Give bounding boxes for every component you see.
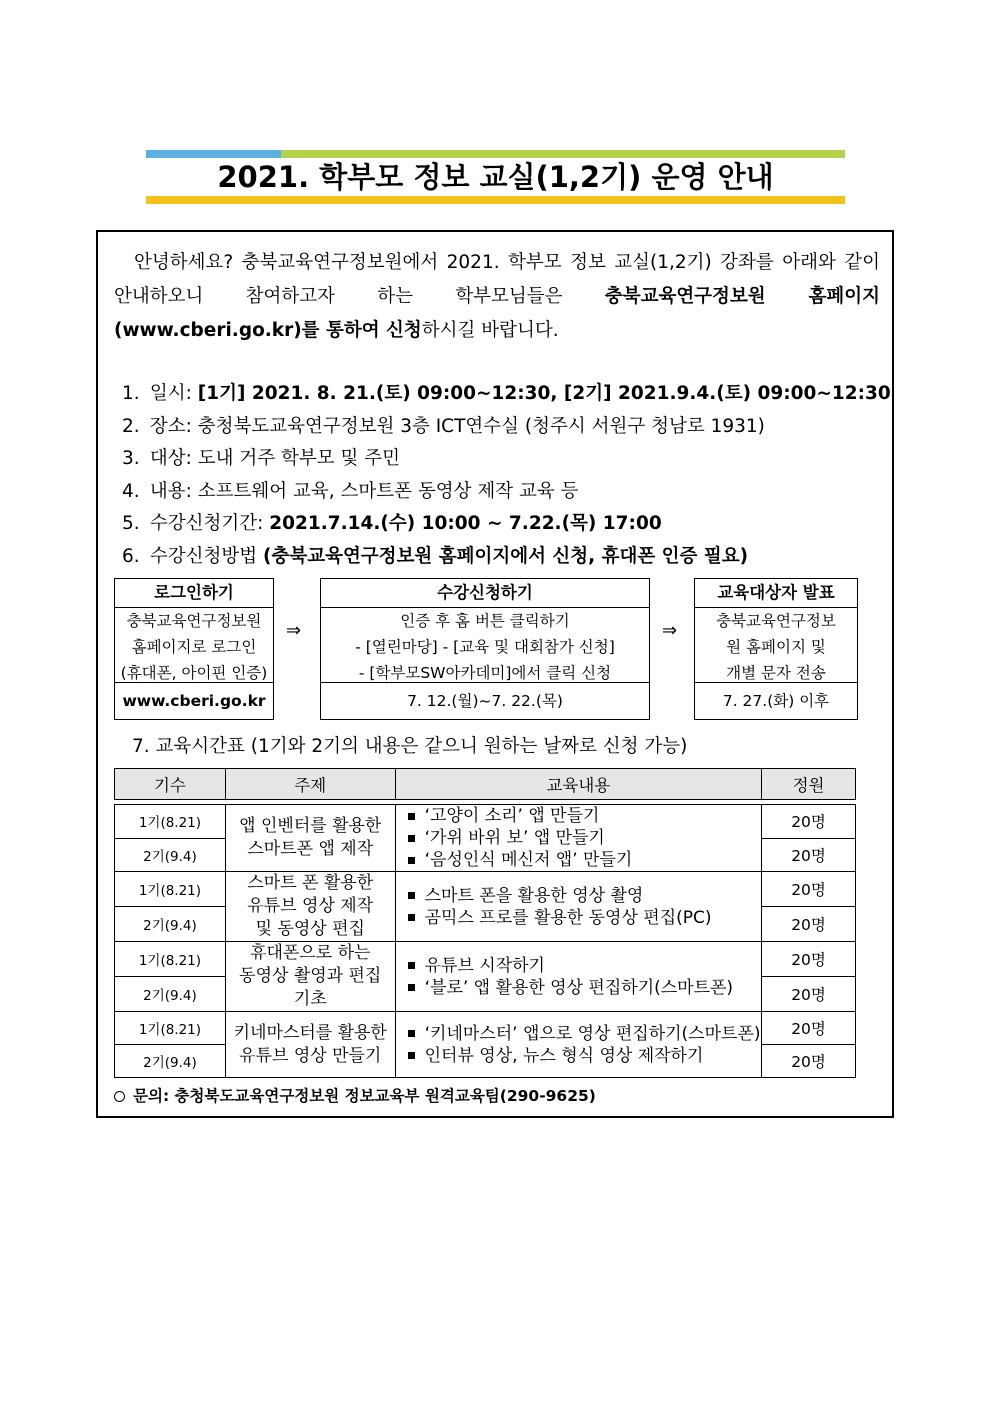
content-line: [408, 1045, 761, 1067]
flow-line: 인증 후 홈 버튼 클릭하기: [400, 612, 570, 630]
topic-line: 키네마스터를 활용한: [233, 1022, 387, 1043]
content-line: [408, 1023, 761, 1045]
info-item-content: [122, 476, 882, 509]
topic-line: 스마트 폰 활용한: [247, 873, 374, 893]
intro-bold: 충북교육연구정보원 홈페이지(www.cberi.go.kr)를 통하여 신청: [114, 286, 880, 341]
info-item-period: [122, 508, 882, 541]
content-line: [408, 955, 761, 977]
content-cell: [395, 872, 761, 942]
gen-cell: 1기(8.21): [115, 872, 226, 907]
content-text: ‘가위 바위 보’ 앱 만들기: [424, 828, 605, 848]
flow-body: [321, 608, 649, 686]
circle-bullet-icon: [114, 1091, 125, 1102]
topic-cell: [225, 1012, 395, 1078]
capacity-cell: 20명: [762, 907, 856, 942]
flow-line: 원 홈페이지 및: [726, 638, 826, 656]
item-label: 내용: 소프트웨어 교육, 스마트폰 동영상 제작 교육 등: [149, 480, 579, 502]
topic-cell: [225, 872, 395, 942]
header-gen: 기수: [115, 769, 226, 800]
content-text: ‘블로’ 앱 활용한 영상 편집하기(스마트폰): [424, 977, 734, 998]
info-item-method: [122, 541, 882, 574]
content-line: [408, 827, 761, 849]
flow-line: (휴대폰, 아이핀 인증): [120, 664, 268, 682]
content-cell: [395, 805, 761, 872]
bullet-icon: [408, 813, 415, 820]
item-number: 6.: [122, 545, 140, 567]
arrow-icon: ⇒: [286, 620, 302, 641]
table-row: [115, 805, 856, 839]
capacity-cell: 20명: [762, 838, 856, 872]
content-line: [408, 805, 761, 827]
flow-line: 충북교육연구정보원: [126, 612, 262, 630]
topic-line: 동영상 촬영과 편집: [239, 966, 382, 986]
content-text: ‘고양이 소리’ 앱 만들기: [424, 806, 600, 826]
flow-line: - [열린마당] - [교육 및 대회참가 신청]: [355, 638, 615, 656]
gen-cell: 1기(8.21): [115, 805, 226, 839]
info-item-place: [122, 411, 882, 444]
item-bold: (충북교육연구정보원 홈페이지에서 신청, 휴대폰 인증 필요): [263, 545, 749, 567]
header-content: 교육내용: [395, 769, 761, 800]
flow-foot-date: 7. 27.(화) 이후: [695, 682, 857, 719]
table-row: [115, 872, 856, 907]
content-text: 인터뷰 영상, 뉴스 형식 영상 제작하기: [424, 1045, 704, 1066]
content-line: [408, 849, 761, 871]
capacity-cell: 20명: [762, 805, 856, 839]
intro-text-1: 안녕하세요? 충북교육연구정보원에서 2021. 학부모 정보 교실(1,2기) 강좌를 아래와 같이 안내하오니 참여하고자 하는 학부모님들은: [114, 252, 880, 307]
topic-line: 스마트폰 앱 제작: [247, 839, 374, 859]
content-text: ‘음성인식 메신저 앱’ 만들기: [424, 850, 633, 870]
flow-foot-url[interactable]: www.cberi.go.kr: [115, 682, 273, 719]
content-line: [408, 885, 761, 907]
flow-line: - [학부모SW아카데미]에서 클릭 신청: [358, 664, 612, 682]
flow-head: 수강신청하기: [321, 579, 649, 608]
table-header-row: [115, 769, 856, 800]
title-banner: [146, 150, 845, 204]
intro-text-2: 하시길 바랍니다.: [421, 320, 559, 341]
contact-info: [114, 1084, 596, 1106]
gen-cell: 2기(9.4): [115, 838, 226, 872]
flow-line: 개별 문자 전송: [726, 664, 826, 682]
capacity-cell: 20명: [762, 977, 856, 1012]
topic-line: 앱 인벤터를 활용한: [239, 816, 382, 836]
flow-line: 홈페이지로 로그인: [131, 638, 257, 656]
content-text: 유튜브 시작하기: [424, 955, 545, 976]
gen-cell: 1기(8.21): [115, 942, 226, 977]
capacity-cell: 20명: [762, 1012, 856, 1045]
topic-cell: [225, 942, 395, 1012]
bullet-icon: [408, 857, 415, 864]
notice-box: [96, 230, 894, 1118]
capacity-cell: 20명: [762, 1045, 856, 1078]
flow-head: 교육대상자 발표: [695, 579, 857, 608]
flow-step-apply: [320, 578, 650, 720]
content-text: 곰믹스 프로를 활용한 동영상 편집(PC): [424, 907, 712, 928]
content-text: ‘키네마스터’ 앱으로 영상 편집하기(스마트폰): [424, 1023, 761, 1044]
item-label: 장소: 충청북도교육연구정보원 3층 ICT연수실 (청주시 서원구 청남로 1931): [149, 415, 765, 437]
title-bar-green: [281, 150, 845, 158]
item-bold: [1기] 2021. 8. 21.(토) 09:00~12:30, [2기] 2021.9.4.(토) 09:00~12:30: [197, 383, 891, 404]
table-row: [115, 1012, 856, 1045]
bullet-icon: [408, 835, 415, 842]
gen-cell: 2기(9.4): [115, 907, 226, 942]
bullet-icon: [408, 914, 415, 921]
topic-line: 및 동영상 편집: [255, 919, 365, 939]
info-item-date: [122, 378, 891, 411]
item-number: 3.: [122, 448, 140, 470]
arrow-icon: ⇒: [662, 620, 678, 641]
item-number: 2.: [122, 415, 140, 437]
schedule-heading: 7. 교육시간표 (1기와 2기의 내용은 같으니 원하는 날짜로 신청 가능): [132, 736, 688, 757]
item-number: 1.: [122, 383, 140, 404]
bullet-icon: [408, 1030, 415, 1037]
flow-step-announce: [694, 578, 858, 720]
bullet-icon: [408, 1052, 415, 1059]
table-row: [115, 942, 856, 977]
flow-body: [695, 608, 857, 686]
content-text: 스마트 폰을 활용한 영상 촬영: [424, 885, 644, 906]
title-bar-blue: [146, 150, 281, 158]
header-capacity: 정원: [762, 769, 856, 800]
info-list: [122, 378, 891, 574]
flow-head: 로그인하기: [115, 579, 273, 608]
intro-paragraph: [114, 246, 880, 348]
item-bold: 2021.7.14.(수) 10:00 ~ 7.22.(목) 17:00: [269, 513, 662, 535]
page-title: 2021. 학부모 정보 교실(1,2기) 운영 안내: [217, 160, 774, 194]
gen-cell: 2기(9.4): [115, 1045, 226, 1078]
flow-body: [115, 608, 273, 686]
topic-line: 유튜브 영상 제작: [247, 896, 374, 916]
item-number: 4.: [122, 480, 140, 502]
header-topic: 주제: [225, 769, 395, 800]
capacity-cell: 20명: [762, 942, 856, 977]
gen-cell: 1기(8.21): [115, 1012, 226, 1045]
topic-line: 휴대폰으로 하는: [250, 943, 371, 963]
item-label: 대상: 도내 거주 학부모 및 주민: [149, 448, 400, 470]
topic-cell: [225, 805, 395, 872]
bullet-icon: [408, 892, 415, 899]
topic-line: 기초: [293, 989, 327, 1009]
topic-line: 유튜브 영상 만들기: [239, 1045, 382, 1066]
flow-foot-period: 7. 12.(월)~7. 22.(목): [321, 682, 649, 719]
flow-line: 충북교육연구정보: [716, 612, 836, 630]
item-label: 일시:: [149, 383, 198, 404]
bullet-icon: [408, 962, 415, 969]
info-item-target: [122, 443, 882, 476]
gen-cell: 2기(9.4): [115, 977, 226, 1012]
title-bar-yellow: [146, 196, 845, 204]
content-line: [408, 907, 761, 929]
item-number: 5.: [122, 513, 140, 535]
capacity-cell: 20명: [762, 872, 856, 907]
item-label: 수강신청기간:: [149, 513, 270, 535]
flow-step-login: [114, 578, 274, 720]
bullet-icon: [408, 984, 415, 991]
item-label: 수강신청방법: [149, 545, 263, 567]
content-cell: [395, 1012, 761, 1078]
schedule-table: [114, 768, 856, 1078]
content-cell: [395, 942, 761, 1012]
contact-text: 문의: 충청북도교육연구정보원 정보교육부 원격교육팀(290-9625): [133, 1087, 596, 1105]
content-line: [408, 977, 761, 999]
